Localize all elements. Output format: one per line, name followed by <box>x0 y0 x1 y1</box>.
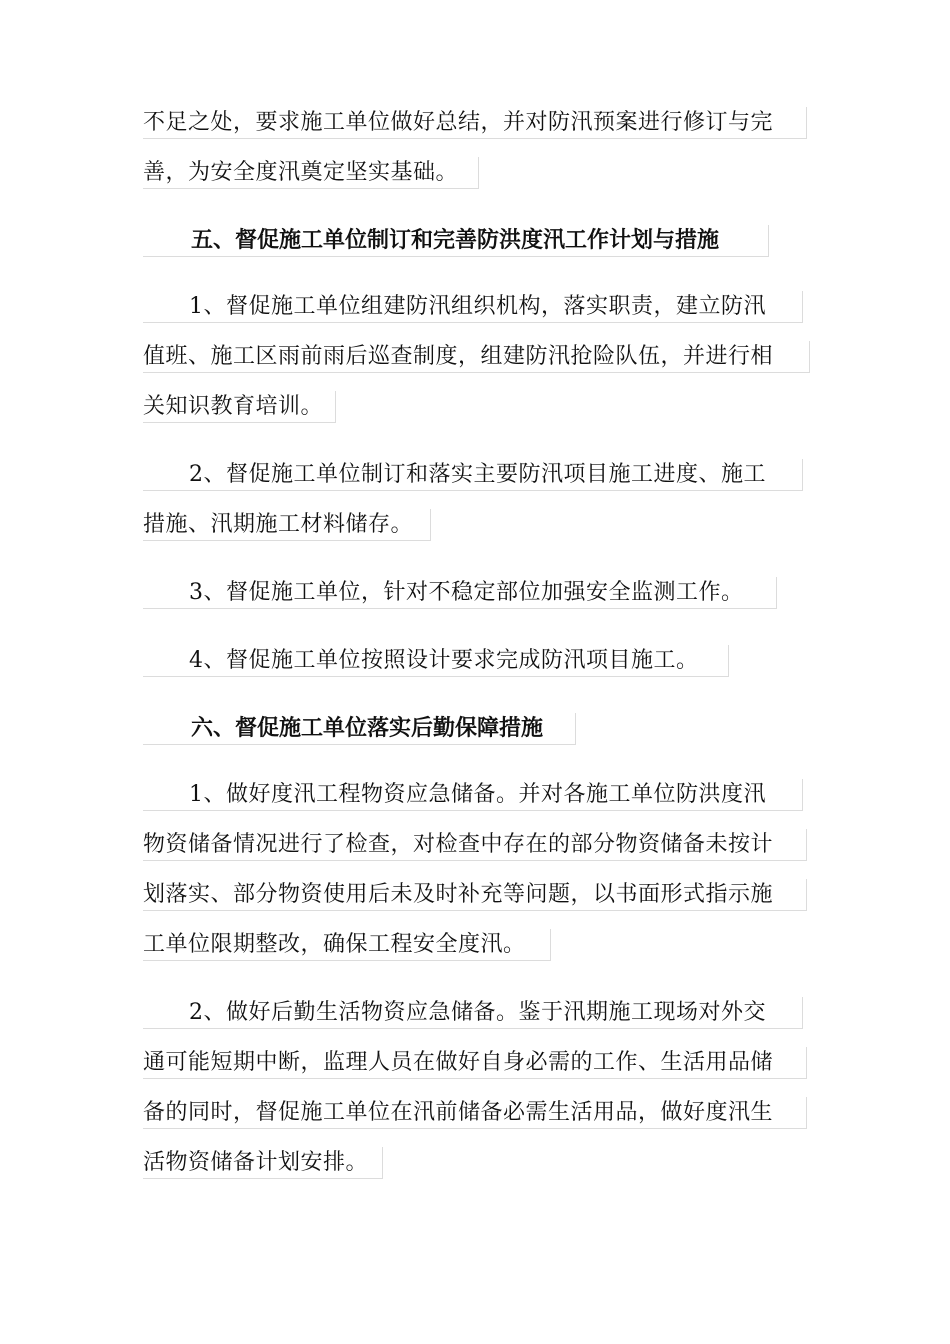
paragraph-line: 1、督促施工单位组建防汛组织机构，落实职责，建立防汛 <box>143 291 803 323</box>
paragraph-line: 划落实、部分物资使用后未及时补充等问题，以书面形式指示施 <box>143 879 807 911</box>
paragraph-line: 善，为安全度汛奠定坚实基础。 <box>143 157 479 189</box>
paragraph-line: 2、做好后勤生活物资应急储备。鉴于汛期施工现场对外交 <box>143 997 803 1029</box>
section-heading: 五、督促施工单位制订和完善防洪度汛工作计划与措施 <box>143 225 769 257</box>
paragraph-line: 物资储备情况进行了检查，对检查中存在的部分物资储备未按计 <box>143 829 807 861</box>
section-heading: 六、督促施工单位落实后勤保障措施 <box>143 713 576 745</box>
paragraph-line: 措施、汛期施工材料储存。 <box>143 509 431 541</box>
paragraph-line: 备的同时，督促施工单位在汛前储备必需生活用品，做好度汛生 <box>143 1097 807 1129</box>
paragraph-line: 2、督促施工单位制订和落实主要防汛项目施工进度、施工 <box>143 459 803 491</box>
paragraph-line: 工单位限期整改，确保工程安全度汛。 <box>143 929 551 961</box>
paragraph-line: 活物资储备计划安排。 <box>143 1147 383 1179</box>
paragraph-line: 值班、施工区雨前雨后巡查制度，组建防汛抢险队伍，并进行相 <box>143 341 810 373</box>
paragraph-line: 4、督促施工单位按照设计要求完成防汛项目施工。 <box>143 645 729 677</box>
paragraph-line: 通可能短期中断，监理人员在做好自身必需的工作、生活用品储 <box>143 1047 807 1079</box>
paragraph-line: 关知识教育培训。 <box>143 391 336 423</box>
paragraph-line: 不足之处，要求施工单位做好总结，并对防汛预案进行修订与完 <box>143 107 807 139</box>
paragraph-line: 3、督促施工单位，针对不稳定部位加强安全监测工作。 <box>143 577 777 609</box>
paragraph-line: 1、做好度汛工程物资应急储备。并对各施工单位防洪度汛 <box>143 779 803 811</box>
